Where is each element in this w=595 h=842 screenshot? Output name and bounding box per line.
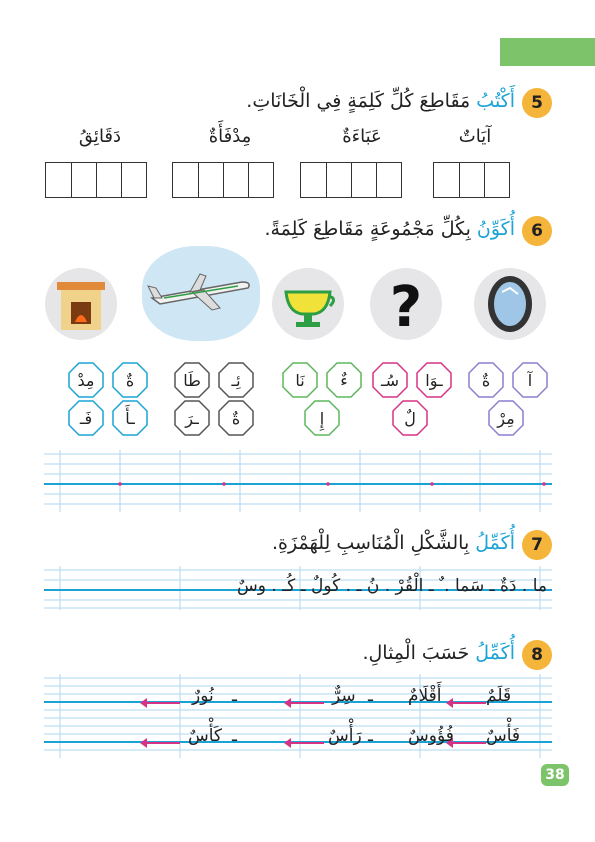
syllable-text: نَا: [295, 370, 305, 390]
syllable-tile[interactable]: [416, 362, 452, 398]
syllable-text: مِدْ: [77, 370, 95, 390]
syllable-text: ةٌ: [231, 408, 241, 428]
word-daqaiq: دَقَائِقُ: [78, 126, 122, 147]
answer-cell[interactable]: [351, 163, 376, 197]
arrow-icon: [290, 742, 324, 744]
syllable-text: فَـ: [79, 408, 93, 428]
answer-cell[interactable]: [484, 163, 509, 197]
airplane-icon: [142, 246, 260, 341]
exercise-5-title: [246, 90, 515, 112]
syllable-text: سُـ: [380, 370, 400, 390]
answer-cell[interactable]: [301, 163, 326, 197]
syllable-tile[interactable]: [392, 400, 428, 436]
question-mark-icon: [370, 268, 442, 340]
syllable-tile[interactable]: [68, 400, 104, 436]
example-word-b: فُؤُوسٌ: [408, 726, 454, 746]
syllable-text: مِرْ: [497, 408, 515, 428]
syllable-tile[interactable]: [112, 400, 148, 436]
exercise-6-instruction: بِكُلِّ مَجْمُوعَةٍ مَقَاطِعَ كَلِمَةً.: [264, 218, 477, 240]
syllable-tile[interactable]: [282, 362, 318, 398]
answer-boxes-abaa[interactable]: [300, 162, 402, 198]
answer-cell[interactable]: [326, 163, 351, 197]
syllable-tile[interactable]: [174, 362, 210, 398]
syllable-text: ـأَ: [125, 408, 135, 428]
answer-cell[interactable]: [434, 163, 459, 197]
corner-tab: [500, 38, 595, 66]
exercise-6-badge: 6: [522, 216, 552, 246]
syllable-text: ـوَا: [425, 370, 443, 390]
syllable-text: ءٌ: [340, 370, 348, 390]
syllable-text: ةٌ: [125, 370, 135, 390]
prompt-word-c: سِرٌّ: [332, 686, 356, 706]
exercise-7-line[interactable]: ما . دَةٌ ـ سَما . ٌ ـ الْقُرْ . نُ ـ . كُولٌ ـ كُـ . وسٌ: [236, 576, 547, 596]
example-word-a: فَأْسٌ: [486, 726, 521, 746]
answer-cell[interactable]: [96, 163, 121, 197]
word-abaa: عَبَاءَةٌ: [342, 126, 382, 147]
syllable-tile[interactable]: [218, 362, 254, 398]
blank-line[interactable]: ـ: [368, 686, 373, 706]
answer-cell[interactable]: [376, 163, 401, 197]
prompt-word-d: نُورٌ: [192, 686, 214, 706]
arrow-icon: [452, 742, 486, 744]
syllable-tile[interactable]: [372, 362, 408, 398]
blank-line[interactable]: ـ: [368, 726, 373, 746]
answer-cell[interactable]: [198, 163, 223, 197]
exercise-7-instruction: بِالشَّكْلِ الْمُنَاسِبِ لِلْهَمْزَةِ.: [272, 532, 476, 554]
page-number: 38: [541, 764, 569, 786]
prompt-word-d: كَأْسٌ: [188, 726, 223, 746]
svg-text:?: ?: [389, 275, 423, 340]
exercise-8-verb: أُكَمِّلُ: [475, 642, 515, 664]
answer-cell[interactable]: [459, 163, 484, 197]
fireplace-icon: [45, 268, 117, 340]
example-word-b: أَقْلَامٌ: [408, 686, 442, 706]
syllable-tile[interactable]: [218, 400, 254, 436]
arrow-icon: [452, 702, 486, 704]
example-word-a: قَلَمٌ: [486, 686, 512, 706]
cup-icon: [272, 268, 344, 340]
syllable-tile[interactable]: [488, 400, 524, 436]
arrow-icon: [290, 702, 324, 704]
exercise-8-badge: 8: [522, 640, 552, 670]
answer-boxes-midfaa[interactable]: [172, 162, 274, 198]
mirror-icon: [474, 268, 546, 340]
exercise-5-verb: أَكْتُبُ: [476, 90, 515, 112]
syllable-tile[interactable]: [112, 362, 148, 398]
prompt-word-c: رَأْسٌ: [328, 726, 362, 746]
exercise-5-instruction: مَقَاطِعَ كُلِّ كَلِمَةٍ فِي الْخَانَاتِ.: [246, 90, 477, 112]
syllable-text: آ: [527, 370, 533, 390]
answer-cell[interactable]: [223, 163, 248, 197]
syllable-text: ـرَ: [185, 408, 199, 428]
exercise-6-verb: أُكَوِّنُ: [476, 218, 515, 240]
syllable-tile[interactable]: [512, 362, 548, 398]
syllable-tile[interactable]: [326, 362, 362, 398]
word-midfaa: مِدْفَأَةٌ: [208, 126, 252, 147]
answer-cell[interactable]: [173, 163, 198, 197]
answer-cell[interactable]: [121, 163, 146, 197]
syllable-text: ةٌ: [481, 370, 491, 390]
syllable-text: ئِـ: [231, 370, 241, 390]
answer-boxes-daqaiq[interactable]: [45, 162, 147, 198]
exercise-8-title: [362, 642, 515, 664]
exercise-5-badge: 5: [522, 88, 552, 118]
arrow-icon: [146, 702, 180, 704]
arrow-icon: [146, 742, 180, 744]
syllable-text: إِ: [319, 408, 325, 428]
blank-line[interactable]: ـ: [232, 726, 237, 746]
writing-lines-ex6: [44, 450, 552, 512]
writing-lines-ex8: [44, 674, 552, 758]
syllable-tile[interactable]: [304, 400, 340, 436]
exercise-7-verb: أُكَمِّلُ: [475, 532, 515, 554]
answer-cell[interactable]: [71, 163, 96, 197]
syllable-text: طَا: [183, 370, 201, 390]
answer-cell[interactable]: [46, 163, 71, 197]
exercise-7-badge: 7: [522, 530, 552, 560]
exercise-8-instruction: حَسَبَ الْمِثالِ.: [362, 642, 476, 664]
blank-line[interactable]: ـ: [232, 686, 237, 706]
syllable-tile[interactable]: [468, 362, 504, 398]
syllable-tile[interactable]: [174, 400, 210, 436]
answer-cell[interactable]: [248, 163, 273, 197]
answer-boxes-ayat[interactable]: [433, 162, 510, 198]
exercise-6-title: [264, 218, 515, 240]
syllable-tile[interactable]: [68, 362, 104, 398]
syllable-text: لٌ: [404, 408, 416, 428]
word-ayat: آيَاتٌ: [458, 126, 492, 147]
exercise-7-title: [272, 532, 515, 554]
